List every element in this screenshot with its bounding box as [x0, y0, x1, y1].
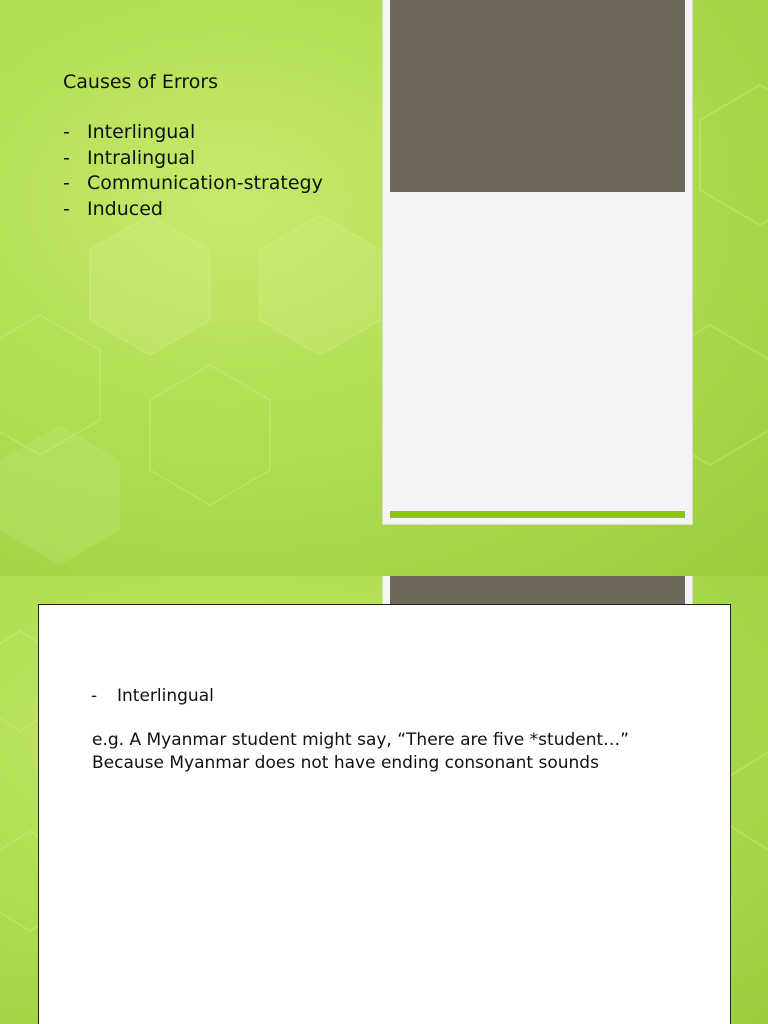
- panel-dark-block: [390, 0, 685, 192]
- list-item-label: Intralingual: [87, 146, 196, 169]
- causes-list: [63, 120, 323, 222]
- bullet-list: [91, 685, 214, 707]
- panel-accent-bar: [390, 511, 685, 518]
- bullet-dash: -: [63, 121, 70, 143]
- list-item: [63, 197, 323, 223]
- list-item-label: Communication-strategy: [87, 172, 323, 194]
- slide-2: [0, 576, 768, 1024]
- list-item-label: Induced: [87, 197, 163, 220]
- bullet-dash: -: [63, 172, 70, 194]
- list-item-label: Interlingual: [117, 686, 214, 706]
- list-item: [63, 146, 323, 172]
- slide-title: Causes of Errors: [63, 71, 219, 93]
- bullet-dash: -: [91, 686, 98, 706]
- list-item: [63, 171, 323, 197]
- bullet-dash: -: [63, 146, 70, 169]
- list-item: [63, 120, 323, 146]
- list-item: [91, 685, 214, 707]
- example-text: [92, 729, 629, 775]
- example-line: e.g. A Myanmar student might say, “There are five *student…”: [92, 730, 629, 750]
- explanation-line: Because Myanmar does not have ending consonant sounds: [92, 753, 599, 773]
- bullet-dash: -: [63, 197, 70, 220]
- side-panel: [383, 0, 692, 524]
- list-item-label: Interlingual: [87, 121, 196, 143]
- content-box: [38, 604, 731, 1024]
